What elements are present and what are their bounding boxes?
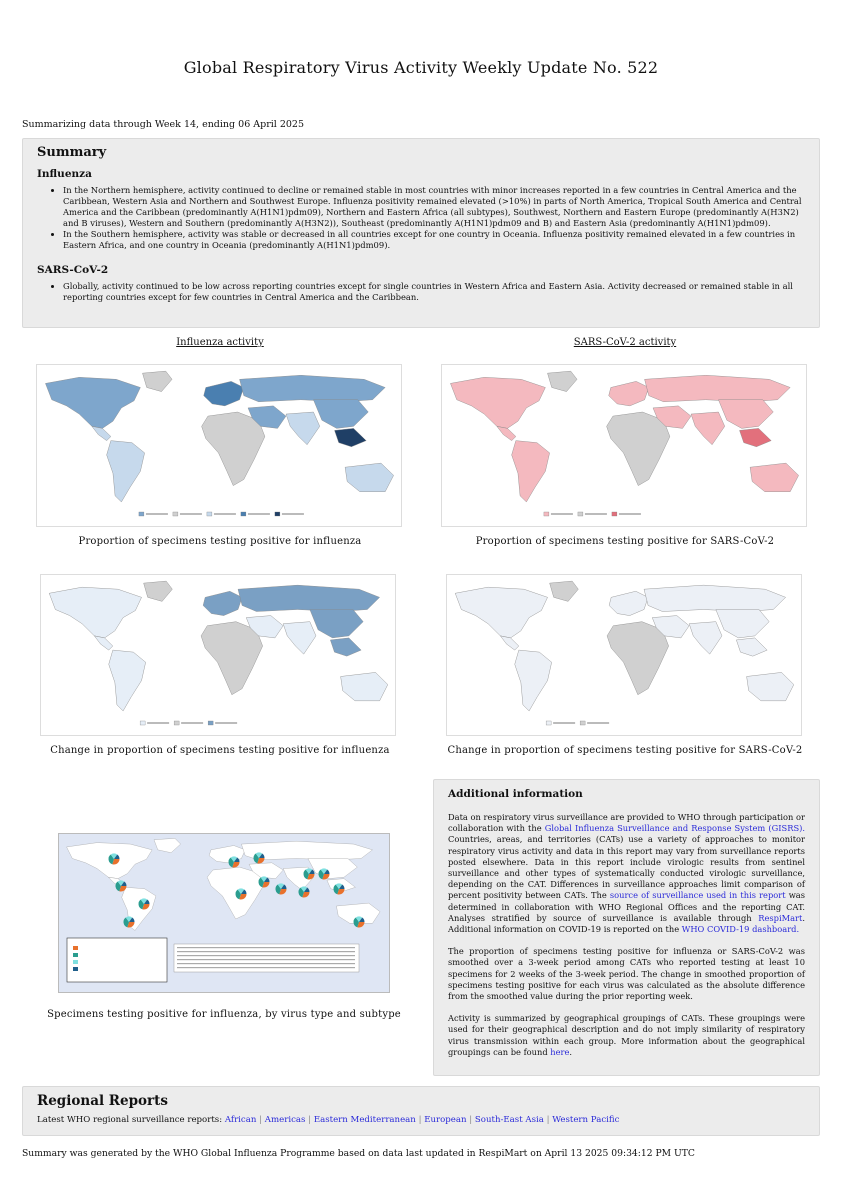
legend-swatch — [578, 512, 583, 516]
regional-link-european[interactable]: European — [424, 1115, 467, 1125]
region-southAsia — [689, 622, 722, 654]
region-southAsia — [691, 412, 725, 445]
subtype-caption: Specimens testing positive for influenza, by virus type and subtype — [47, 1009, 401, 1020]
respimart-link[interactable]: RespiMart — [758, 912, 803, 923]
table-row — [177, 959, 355, 960]
influenza-bullets — [37, 185, 805, 252]
region-europe — [203, 591, 242, 615]
region-northAmerica — [45, 377, 140, 428]
region-africa — [607, 622, 669, 695]
influenza-activity-title: Influenza activity — [176, 337, 264, 348]
legend-swatch — [241, 512, 246, 516]
map-legend — [139, 512, 304, 516]
world-land — [455, 581, 794, 711]
region-seAsia — [335, 428, 367, 446]
legend-label — [146, 513, 168, 515]
legend-swatch — [73, 946, 78, 950]
region-southAmerica — [109, 650, 146, 711]
influenza-change-map — [40, 574, 396, 736]
region-europe — [209, 846, 245, 863]
sars-change-caption: Change in proportion of specimens testing positive for SARS-CoV-2 — [447, 745, 803, 756]
legend-swatch — [140, 721, 145, 725]
separator: | — [259, 1115, 263, 1125]
region-africa — [202, 412, 265, 486]
regional-link-americas[interactable]: Americas — [264, 1115, 306, 1125]
world-land — [49, 581, 388, 711]
legend-swatch — [173, 512, 178, 516]
legend-swatch — [139, 512, 144, 516]
summary-section — [22, 138, 820, 328]
region-africa — [201, 622, 263, 695]
sars-positivity-map — [441, 364, 807, 527]
info-paragraph-3: Activity is summarized by geographical groupings of CATs. These groupings were used for their geographical description and do not imply similarity of respiratory virus transmission within each group. More information about the geographical groupings can be found here. — [448, 1013, 805, 1057]
region-russia — [644, 585, 786, 611]
region-centralAmerica — [92, 426, 111, 440]
region-europe — [609, 591, 648, 615]
legend-swatch — [73, 960, 78, 964]
region-europe — [204, 381, 244, 406]
regional-reports-label: Latest WHO regional surveillance reports: — [37, 1115, 225, 1125]
legend-label — [147, 722, 169, 724]
legend-swatch — [73, 953, 78, 957]
region-seAsia — [740, 428, 772, 446]
legend-swatch — [544, 512, 549, 516]
region-greenland — [154, 838, 181, 852]
subtype-pie-map — [58, 833, 390, 993]
legend-swatch — [612, 512, 617, 516]
legend-swatch — [580, 721, 585, 725]
region-seAsia — [330, 638, 361, 656]
surveillance-source-link[interactable]: source of surveillance used in this report — [609, 890, 786, 901]
region-eastAsia — [313, 400, 368, 429]
map-legend — [544, 512, 641, 516]
region-northAmerica — [49, 587, 141, 638]
pie-map-land — [67, 838, 381, 930]
legend-label — [248, 513, 270, 515]
map-legend — [546, 721, 609, 725]
influenza-change-caption: Change in proportion of specimens testing positive for influenza — [50, 745, 390, 756]
regional-link-western-pacific[interactable]: Western Pacific — [552, 1115, 620, 1125]
influenza-positivity-map — [36, 364, 402, 527]
sarscov2-bullets — [37, 281, 805, 303]
region-greenland — [548, 371, 578, 391]
influenza-bullet: • In the Southern hemisphere, activity was stable or decreased in all countries except for one country in Oceania. Influenza positivity remained elevated in a few countries in Eastern Africa, and one country in Oceania (predominantly A(H1N1)pdm09). — [63, 229, 805, 251]
separator: | — [546, 1115, 550, 1125]
additional-info-section — [433, 779, 820, 1076]
region-southAsia — [283, 622, 316, 654]
region-russia — [645, 375, 791, 402]
region-australia — [747, 672, 794, 700]
region-northAmerica — [450, 377, 545, 428]
covid-dashboard-link[interactable]: WHO COVID-19 dashboard. — [681, 924, 800, 935]
summary-heading: Summary — [37, 145, 107, 160]
region-eastAsia — [718, 400, 773, 429]
separator: | — [418, 1115, 422, 1125]
influenza-bullet: • In the Northern hemisphere, activity continued to decline or remained stable in most countries with minor increases reported in a few countries in Central America and the Caribbean, Western Asia and Northern and Southwest Europe. Influenza positivity remained elevated (>10%) in parts of North America, Tropical South America and Central America and the Caribbean (predominantly A(H1N1)pdm09), Northern and Eastern Africa (all subtypes), Southwest, Northern and Eastern Europe (predominantly A(H3N2) and B viruses), Western and Southern (predominantly A(H3N2)), Southeast (predominantly A(H1N1)pdm09 and B) and Eastern Asia (predominantly A(H1N1)pdm09). — [63, 185, 805, 229]
region-europe — [609, 381, 649, 406]
legend-swatch — [275, 512, 280, 516]
map-legend — [140, 721, 237, 725]
region-southAmerica — [512, 441, 550, 502]
region-greenland — [143, 371, 173, 391]
footer-note: Summary was generated by the WHO Global Influenza Programme based on data last updated in RespiMart on April 13 2025 09:34:12 PM UTC — [22, 1148, 695, 1159]
influenza-heading: Influenza — [37, 168, 92, 180]
separator: | — [308, 1115, 312, 1125]
world-land — [450, 371, 798, 502]
regional-reports-line — [37, 1115, 805, 1125]
region-australia — [341, 672, 388, 700]
world-land — [45, 371, 393, 502]
additional-info-heading: Additional information — [448, 788, 583, 800]
legend-label — [551, 513, 573, 515]
legend-label — [585, 513, 607, 515]
region-southAmerica — [515, 650, 552, 711]
legend-label — [553, 722, 575, 724]
region-southAmerica — [107, 441, 145, 502]
region-australia — [345, 463, 394, 492]
legend-label — [214, 513, 236, 515]
region-eastAsia — [310, 610, 363, 638]
legend-swatch — [174, 721, 179, 725]
pie-legend-box — [67, 938, 167, 982]
region-seAsia — [736, 638, 767, 656]
sars-change-map — [446, 574, 802, 736]
page-subtitle: Summarizing data through Week 14, ending 06 April 2025 — [22, 119, 305, 130]
page-title: Global Respiratory Virus Activity Weekly Update No. 522 — [183, 58, 659, 77]
sarscov2-bullet: • Globally, activity continued to be low across reporting countries except for single countries in Western Africa and Eastern Asia. Activity decreased or remained stable in all reporting countries except for few countries in Central America and the Caribbean. — [63, 281, 805, 303]
table-row — [177, 963, 355, 964]
legend-swatch — [73, 967, 78, 971]
separator: | — [469, 1115, 473, 1125]
region-centralAmerica — [500, 636, 518, 650]
regional-link-south-east-asia[interactable]: South-East Asia — [474, 1115, 544, 1125]
sarscov2-heading: SARS-CoV-2 — [37, 263, 109, 276]
legend-label — [180, 513, 202, 515]
region-africa — [607, 412, 670, 486]
info-paragraph-2: The proportion of specimens testing positive for influenza or SARS-CoV-2 was smoothed over a 3-week period among CATs who reported testing at least 10 specimens for 2 weeks of the 3-week period. The change in smoothed proportion of specimens testing positive for each virus was calculated as the absolute difference from the smoothed value during the prior reporting week. — [448, 946, 805, 1002]
legend-swatch — [207, 512, 212, 516]
info-paragraph-1: Data on respiratory virus surveillance are provided to WHO through participation or collaboration with the Global Influenza Surveillance and Response System (GISRS). Countries, areas, and territories (CATs) use a variety of approaches to monitor respiratory virus activity and data in this report may vary from surveillance reports posted elsewhere. Data in this report include virologic results from sentinel surveillance and other types of systematically conducted virologic surveillance, depending on the CAT. Differences in surveillance approaches limit comparison of percent positivity between CATs. The source of surveillance used in this report was determined in collaboration with WHO Regional Offices and the reporting CAT. Analyses stratified by source of surveillance is available through RespiMart. Additional information on COVID-19 is reported on the WHO COVID-19 dashboard. — [448, 812, 805, 935]
region-centralAmerica — [497, 426, 516, 440]
region-eastAsia — [716, 610, 769, 638]
legend-label — [282, 513, 304, 515]
sars-activity-title: SARS-CoV-2 activity — [573, 337, 677, 348]
region-australia — [750, 463, 799, 492]
regional-link-eastern-mediterranean[interactable]: Eastern Mediterranean — [313, 1115, 416, 1125]
table-row — [177, 951, 355, 952]
legend-label — [587, 722, 609, 724]
region-southAsia — [286, 412, 320, 445]
gisrs-link[interactable]: Global Influenza Surveillance and Response System (GISRS). — [544, 823, 805, 834]
regional-reports-section — [22, 1086, 820, 1136]
legend-label — [619, 513, 641, 515]
legend-label — [181, 722, 203, 724]
influenza-positivity-caption: Proportion of specimens testing positive for influenza — [78, 536, 362, 547]
regional-link-african[interactable]: African — [224, 1115, 257, 1125]
region-centralAmerica — [94, 636, 112, 650]
regional-reports-heading: Regional Reports — [37, 1093, 168, 1109]
groupings-link[interactable]: here — [550, 1046, 570, 1057]
sars-positivity-caption: Proportion of specimens testing positive for SARS-CoV-2 — [475, 536, 775, 547]
region-northAmerica — [455, 587, 547, 638]
region-russia — [240, 375, 386, 402]
region-greenland — [144, 581, 173, 601]
legend-swatch — [208, 721, 213, 725]
region-greenland — [550, 581, 579, 601]
table-row — [177, 955, 355, 956]
legend-label — [215, 722, 237, 724]
table-row — [177, 967, 355, 968]
legend-swatch — [546, 721, 551, 725]
region-russia — [238, 585, 380, 611]
table-row — [177, 947, 355, 948]
region-eastAsia — [308, 858, 357, 878]
